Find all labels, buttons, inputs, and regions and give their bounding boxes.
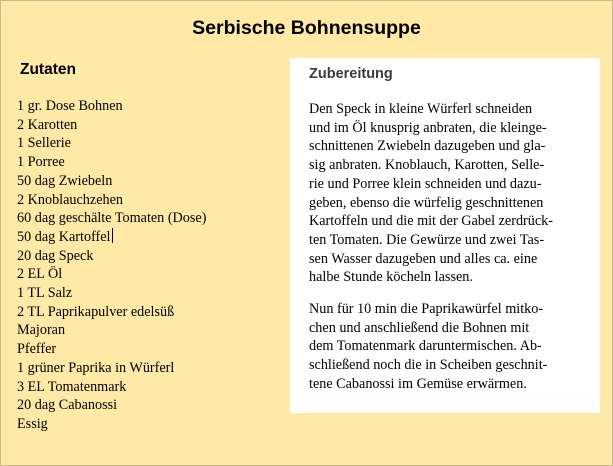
preparation-line: tene Cabanossi im Gemüse erwärmen. (309, 375, 527, 392)
ingredient-item: 2 TL Paprikapulver edelsüß (17, 303, 175, 320)
ingredients-heading: Zutaten (20, 61, 76, 78)
ingredient-item: 50 dag Zwiebeln (17, 172, 113, 189)
preparation-paragraph-2 (309, 300, 585, 394)
ingredient-item-text[interactable]: 50 dag Kartoffel (17, 228, 111, 245)
preparation-line: schließend noch die in Scheiben geschnit- (309, 357, 548, 374)
ingredient-item: 1 grüner Paprika in Würferl (17, 359, 175, 376)
ingredient-item: Majoran (17, 322, 66, 339)
preparation-line: Den Speck in kleine Würferl schneiden (309, 101, 533, 117)
ingredient-item: 2 Karotten (17, 116, 78, 133)
preparation-textbox[interactable] (290, 58, 600, 413)
preparation-heading: Zubereitung (309, 66, 393, 82)
ingredient-item: 1 TL Salz (17, 285, 73, 302)
preparation-line: ten Tomaten. Die Gewürze und zwei Tas- (309, 231, 545, 248)
ingredient-item: 2 EL Öl (17, 266, 63, 283)
text-cursor (112, 228, 113, 243)
ingredients-list (17, 97, 206, 434)
preparation-line: geben, ebenso die würfelig geschnittenen (309, 194, 544, 211)
ingredient-item: 20 dag Cabanossi (17, 397, 118, 414)
preparation-line: chen und anschließend die Bohnen mit (309, 319, 530, 336)
recipe-title: Serbische Bohnensuppe (192, 17, 421, 39)
preparation-line: sig anbraten. Knoblauch, Karotten, Selle- (309, 157, 545, 174)
preparation-line: halbe Stunde köcheln lassen. (309, 269, 473, 286)
ingredient-item: 20 dag Speck (17, 247, 94, 264)
ingredient-item: Essig (17, 415, 48, 432)
preparation-line: und im Öl knusprig anbraten, die kleinge- (309, 119, 547, 136)
ingredient-item: 1 Sellerie (17, 135, 71, 152)
preparation-line: Kartoffeln und die mit der Gabel zerdrück- (309, 213, 553, 230)
ingredient-item: 2 Knoblauchzehen (17, 191, 123, 208)
preparation-paragraph-1 (309, 100, 585, 287)
ingredient-item: 1 Porree (17, 154, 65, 171)
ingredient-item-with-caret[interactable] (17, 228, 206, 247)
preparation-line: Nun für 10 min die Paprikawürfel mitko- (309, 301, 544, 318)
ingredient-item: Pfeffer (17, 341, 57, 358)
ingredient-item: 1 gr. Dose Bohnen (17, 98, 123, 114)
preparation-line: rie und Porree klein schneiden und dazu- (309, 175, 542, 192)
ingredient-item: 3 EL Tomatenmark (17, 378, 127, 395)
preparation-line: sen Wasser dazugeben und alles ca. eine (309, 250, 538, 267)
ingredient-item: 60 dag geschälte Tomaten (Dose) (17, 210, 207, 227)
preparation-line: schnittenen Zwiebeln dazugeben und gla- (309, 138, 546, 155)
preparation-line: dem Tomatenmark daruntermischen. Ab- (309, 338, 542, 355)
